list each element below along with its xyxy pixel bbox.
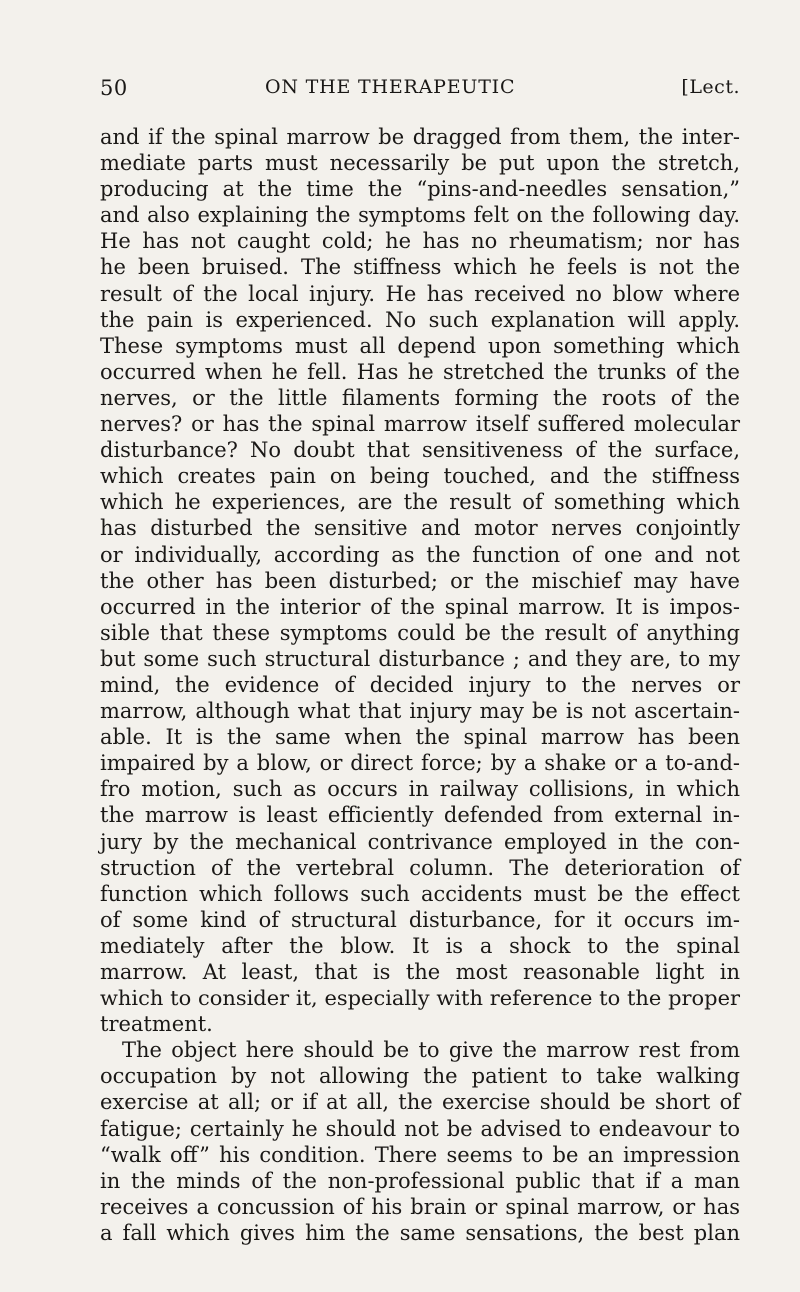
text-line: which he experiences, are the result of something which (100, 490, 740, 515)
text-line: “walk off” his condition. There seems to be an impression (100, 1142, 740, 1167)
text-line: and if the spinal marrow be dragged from them, the inter- (100, 125, 740, 149)
text-line: and also explaining the symptoms felt on the following day. (100, 203, 740, 228)
page-number: 50 (100, 76, 128, 100)
text-line: occupation by not allowing the patient to take walking (100, 1064, 740, 1089)
text-line: a fall which gives him the same sensations, the best plan (100, 1220, 740, 1245)
text-line: jury by the mechanical contrivance employed in the con- (100, 829, 740, 854)
text-line: marrow. At least, that is the most reasonable light in (100, 960, 740, 984)
text-line: marrow, although what that injury may be is not ascertain- (100, 699, 740, 724)
text-line: receives a concussion of his brain or spinal marrow, or has (100, 1194, 740, 1219)
text-line: nerves, or the little filaments forming the roots of the (100, 385, 740, 410)
body-text (100, 124, 740, 1246)
text-line: the marrow is least efficiently defended from external in- (100, 803, 740, 828)
running-title: ON THE THERAPEUTIC (265, 76, 516, 98)
text-line: the pain is experienced. No such explanation will apply. (100, 307, 740, 332)
text-line: fro motion, such as occurs in railway collisions, in which (100, 777, 740, 802)
paragraph-end-line: treatment. (100, 1012, 213, 1037)
text-line: mind, the evidence of decided injury to the nerves or (100, 672, 740, 697)
text-line: impaired by a blow, or direct force; by a shake or a to-and- (100, 751, 740, 776)
text-line: disturbance? No doubt that sensitiveness of the surface, (100, 438, 740, 463)
text-line: occurred in the interior of the spinal marrow. It is impos- (100, 594, 740, 619)
text-line: which to consider it, especially with reference to the proper (100, 986, 740, 1011)
text-line: but some such structural disturbance ; and they are, to my (100, 646, 740, 671)
running-section: [Lect. (681, 76, 740, 98)
text-line: mediately after the blow. It is a shock to the spinal (100, 933, 740, 958)
text-line: in the minds of the non-professional public that if a man (100, 1168, 740, 1193)
text-line: struction of the vertebral column. The deterioration of (100, 855, 740, 880)
text-line: nerves? or has the spinal marrow itself suffered molecular (100, 412, 740, 437)
text-line: the other has been disturbed; or the mischief may have (100, 568, 740, 593)
text-line: fatigue; certainly he should not be advised to endeavour to (100, 1116, 740, 1141)
text-line: producing at the time the “pins-and-needles sensation,” (100, 177, 740, 202)
text-line: He has not caught cold; he has no rheumatism; nor has (100, 229, 740, 254)
text-line: of some kind of structural disturbance, for it occurs im- (100, 907, 740, 932)
text-line: function which follows such accidents must be the effect (100, 881, 740, 906)
text-line: sible that these symptoms could be the result of anything (100, 620, 740, 645)
paragraph-start-line: The object here should be to give the marrow rest from (122, 1038, 740, 1063)
text-line: These symptoms must all depend upon something which (100, 333, 740, 358)
text-line: has disturbed the sensitive and motor nerves conjointly (100, 516, 740, 541)
text-line: able. It is the same when the spinal marrow has been (100, 725, 740, 750)
text-line: result of the local injury. He has received no blow where (100, 281, 740, 306)
text-line: he been bruised. The stiffness which he feels is not the (100, 255, 740, 280)
text-line: exercise at all; or if at all, the exercise should be short of (100, 1090, 740, 1115)
running-head (100, 76, 740, 104)
text-line: occurred when he fell. Has he stretched the trunks of the (100, 359, 740, 384)
text-line: mediate parts must necessarily be put upon the stretch, (100, 151, 740, 176)
text-line: or individually, according as the function of one and not (100, 542, 740, 567)
text-line: which creates pain on being touched, and the stiffness (100, 464, 740, 489)
